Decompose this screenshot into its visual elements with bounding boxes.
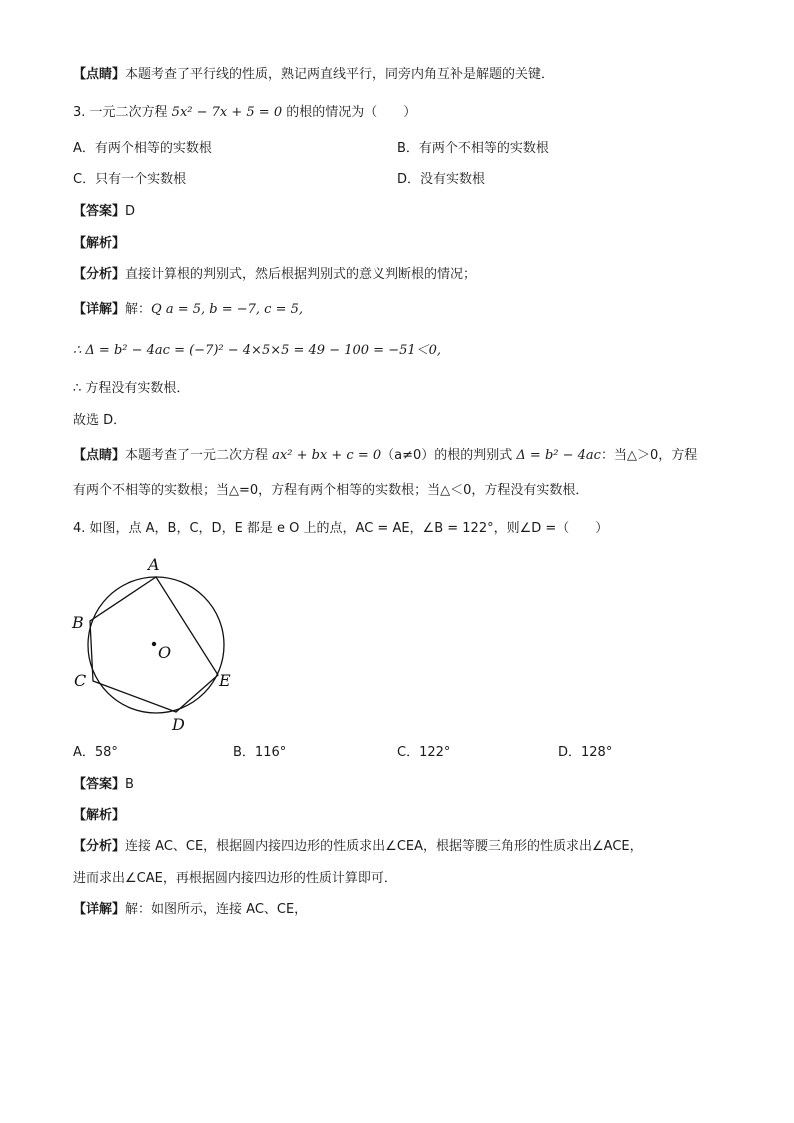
label-e: E bbox=[219, 671, 231, 690]
q3-note-post: ：当△＞0，方程 bbox=[600, 448, 698, 463]
q4-fenxi-line-2: 进而求出∠CAE，再根据圆内接四边形的性质计算即可． bbox=[73, 871, 397, 886]
q3-option-d: D．没有实数根 bbox=[397, 172, 486, 187]
q3-equation: 5x² − 7x + 5 = 0 bbox=[171, 105, 283, 120]
q4-option-a: A．58° bbox=[73, 745, 118, 760]
q4-analysis-tag: 【解析】 bbox=[73, 808, 126, 823]
q4-fenxi-tag: 【分析】 bbox=[73, 839, 126, 854]
q3-step-2: ∴ 方程没有实数根． bbox=[73, 381, 190, 396]
q3-fenxi-text: 直接计算根的判别式，然后根据判别式的意义判断根的情况； bbox=[125, 267, 477, 282]
label-d: D bbox=[172, 715, 185, 733]
circle-figure bbox=[68, 548, 238, 733]
center-point bbox=[152, 642, 156, 646]
q3-note-pre: 本题考查了一元二次方程 bbox=[125, 448, 273, 463]
q3-note-line-2: 有两个不相等的实数根；当△=0，方程有两个相等的实数根；当△＜0，方程没有实数根． bbox=[73, 483, 589, 498]
q4-fenxi-line-1 bbox=[73, 838, 643, 856]
q3-option-b: B．有两个不相等的实数根 bbox=[397, 141, 549, 156]
label-o: O bbox=[158, 643, 172, 662]
q3-note-disc: Δ = b² − 4ac bbox=[516, 448, 601, 463]
q4-answer-value: B bbox=[125, 777, 134, 792]
q4-answer-tag: 【答案】 bbox=[73, 777, 126, 792]
q3-note-line-1 bbox=[73, 447, 697, 465]
question-4-stem: 4. 如图，点 A，B，C，D，E 都是 e O 上的点，AC = AE，∠B = 122°，则∠D =（ ） bbox=[73, 521, 609, 536]
q3-step-3: 故选 D． bbox=[73, 413, 127, 428]
q3-fenxi bbox=[73, 266, 476, 284]
label-a: A bbox=[148, 555, 160, 574]
q3-detail-tag: 【详解】 bbox=[73, 302, 126, 317]
q3-option-a: A．有两个相等的实数根 bbox=[73, 141, 212, 156]
q3-note-mid: （a≠0）的根的判别式 bbox=[381, 448, 517, 463]
q4-option-c: C．122° bbox=[397, 745, 451, 760]
q3-step-1: ∴ Δ = b² − 4ac = (−7)² − 4×5×5 = 49 − 100 = −51＜0, bbox=[73, 343, 442, 358]
q3-option-c: C．只有一个实数根 bbox=[73, 172, 187, 187]
point-note-previous bbox=[73, 66, 554, 84]
q3-stem-post: 的根的情况为（ ） bbox=[282, 105, 417, 120]
q3-fenxi-tag: 【分析】 bbox=[73, 267, 126, 282]
q3-detail bbox=[73, 301, 303, 319]
q3-analysis-tag: 【解析】 bbox=[73, 236, 126, 251]
q4-fenxi-text-1: 连接 AC、CE，根据圆内接四边形的性质求出∠CEA，根据等腰三角形的性质求出∠ACE， bbox=[125, 839, 643, 854]
question-3-stem bbox=[73, 104, 416, 122]
point-note-tag: 【点睛】 bbox=[73, 67, 126, 82]
q3-note-tag: 【点睛】 bbox=[73, 448, 126, 463]
q3-detail-eq: Q a = 5, b = −7, c = 5, bbox=[151, 302, 304, 317]
q3-stem-pre: 3. 一元二次方程 bbox=[73, 105, 172, 120]
label-b: B bbox=[72, 613, 84, 632]
q4-option-b: B．116° bbox=[233, 745, 287, 760]
q4-answer bbox=[73, 776, 134, 794]
q4-option-d: D．128° bbox=[558, 745, 613, 760]
q3-detail-prefix: 解： bbox=[125, 302, 152, 317]
q3-answer bbox=[73, 203, 135, 221]
circle-o bbox=[88, 577, 224, 713]
q3-answer-tag: 【答案】 bbox=[73, 204, 126, 219]
q4-detail bbox=[73, 901, 307, 919]
point-note-text: 本题考查了平行线的性质，熟记两直线平行，同旁内角互补是解题的关键． bbox=[125, 67, 555, 82]
q4-detail-text: 解：如图所示，连接 AC、CE， bbox=[125, 902, 308, 917]
label-c: C bbox=[74, 671, 87, 690]
q4-detail-tag: 【详解】 bbox=[73, 902, 126, 917]
q3-answer-value: D bbox=[125, 204, 136, 219]
q3-note-eq: ax² + bx + c = 0 bbox=[272, 448, 382, 463]
